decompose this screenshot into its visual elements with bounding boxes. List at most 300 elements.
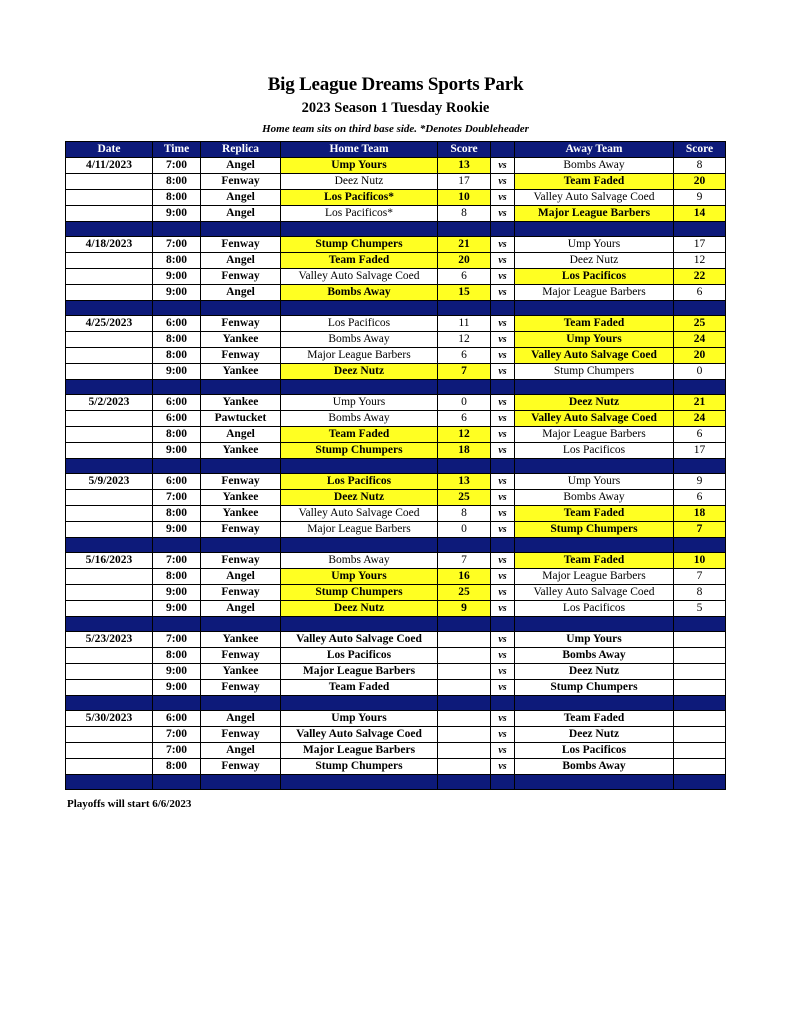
vs-label: vs <box>491 237 515 253</box>
game-replica: Yankee <box>201 443 281 459</box>
game-time: 9:00 <box>153 664 201 680</box>
game-time: 6:00 <box>153 316 201 332</box>
game-replica: Pawtucket <box>201 411 281 427</box>
away-score <box>674 648 726 664</box>
home-score: 20 <box>438 253 491 269</box>
home-team: Valley Auto Salvage Coed <box>281 632 438 648</box>
game-date: 4/18/2023 <box>66 237 153 253</box>
game-time: 6:00 <box>153 395 201 411</box>
week-separator <box>66 538 726 553</box>
separator-cell <box>201 775 281 790</box>
home-team: Ump Yours <box>281 158 438 174</box>
vs-label: vs <box>491 490 515 506</box>
game-date <box>66 206 153 222</box>
game-row <box>66 522 726 538</box>
away-score: 17 <box>674 237 726 253</box>
header-date: Date <box>66 142 153 158</box>
home-score: 11 <box>438 316 491 332</box>
separator-cell <box>201 459 281 474</box>
header-time: Time <box>153 142 201 158</box>
separator-cell <box>201 696 281 711</box>
separator-cell <box>201 301 281 316</box>
separator-cell <box>491 775 515 790</box>
away-team: Ump Yours <box>515 332 674 348</box>
week-separator <box>66 459 726 474</box>
game-replica: Yankee <box>201 506 281 522</box>
week-separator <box>66 696 726 711</box>
home-team: Bombs Away <box>281 285 438 301</box>
away-team: Team Faded <box>515 174 674 190</box>
week-separator <box>66 380 726 395</box>
game-row <box>66 237 726 253</box>
game-row <box>66 443 726 459</box>
separator-cell <box>281 459 438 474</box>
away-team: Deez Nutz <box>515 727 674 743</box>
game-date: 4/25/2023 <box>66 316 153 332</box>
separator-cell <box>281 775 438 790</box>
away-team: Ump Yours <box>515 237 674 253</box>
away-score: 0 <box>674 364 726 380</box>
week-separator <box>66 617 726 632</box>
vs-label: vs <box>491 269 515 285</box>
home-team: Bombs Away <box>281 553 438 569</box>
separator-cell <box>153 301 201 316</box>
away-score: 8 <box>674 585 726 601</box>
game-time: 7:00 <box>153 632 201 648</box>
separator-cell <box>491 459 515 474</box>
home-team: Stump Chumpers <box>281 237 438 253</box>
away-score: 10 <box>674 553 726 569</box>
game-date: 5/9/2023 <box>66 474 153 490</box>
game-date <box>66 569 153 585</box>
separator-cell <box>281 380 438 395</box>
separator-cell <box>491 301 515 316</box>
separator-cell <box>674 459 726 474</box>
game-date <box>66 506 153 522</box>
separator-cell <box>515 696 674 711</box>
away-score: 9 <box>674 190 726 206</box>
game-row <box>66 332 726 348</box>
separator-cell <box>66 617 153 632</box>
separator-cell <box>438 380 491 395</box>
header-away-team: Away Team <box>515 142 674 158</box>
home-score <box>438 743 491 759</box>
vs-label: vs <box>491 364 515 380</box>
header-row <box>66 142 726 158</box>
game-row <box>66 174 726 190</box>
game-date <box>66 427 153 443</box>
away-score: 24 <box>674 332 726 348</box>
game-date <box>66 285 153 301</box>
week-separator <box>66 775 726 790</box>
game-replica: Angel <box>201 206 281 222</box>
separator-cell <box>66 459 153 474</box>
game-date: 5/16/2023 <box>66 553 153 569</box>
game-row <box>66 395 726 411</box>
away-score <box>674 743 726 759</box>
separator-cell <box>438 301 491 316</box>
away-team: Los Pacificos <box>515 601 674 617</box>
game-date <box>66 253 153 269</box>
away-team: Major League Barbers <box>515 569 674 585</box>
away-score: 17 <box>674 443 726 459</box>
separator-cell <box>674 380 726 395</box>
separator-cell <box>491 222 515 237</box>
header-home-team: Home Team <box>281 142 438 158</box>
game-replica: Fenway <box>201 269 281 285</box>
home-team: Team Faded <box>281 427 438 443</box>
game-replica: Fenway <box>201 348 281 364</box>
away-score: 25 <box>674 316 726 332</box>
separator-cell <box>515 222 674 237</box>
away-score <box>674 759 726 775</box>
vs-label: vs <box>491 601 515 617</box>
home-team: Major League Barbers <box>281 522 438 538</box>
game-row <box>66 474 726 490</box>
header-vs <box>491 142 515 158</box>
schedule-note: Home team sits on third base side. *Denotes Doubleheader <box>262 123 529 135</box>
week-separator <box>66 301 726 316</box>
away-team: Stump Chumpers <box>515 680 674 696</box>
home-team: Bombs Away <box>281 332 438 348</box>
separator-cell <box>515 380 674 395</box>
vs-label: vs <box>491 743 515 759</box>
home-score: 9 <box>438 601 491 617</box>
game-date: 5/23/2023 <box>66 632 153 648</box>
away-score: 7 <box>674 522 726 538</box>
home-score: 8 <box>438 206 491 222</box>
schedule-body <box>66 158 726 790</box>
separator-cell <box>66 222 153 237</box>
home-team: Stump Chumpers <box>281 759 438 775</box>
separator-cell <box>491 696 515 711</box>
home-score: 6 <box>438 411 491 427</box>
home-team: Ump Yours <box>281 395 438 411</box>
separator-cell <box>281 696 438 711</box>
game-replica: Fenway <box>201 316 281 332</box>
game-replica: Angel <box>201 158 281 174</box>
separator-cell <box>438 775 491 790</box>
separator-cell <box>66 775 153 790</box>
away-score: 9 <box>674 474 726 490</box>
separator-cell <box>674 222 726 237</box>
game-time: 9:00 <box>153 601 201 617</box>
away-team: Bombs Away <box>515 158 674 174</box>
game-date <box>66 680 153 696</box>
header-replica: Replica <box>201 142 281 158</box>
game-time: 7:00 <box>153 743 201 759</box>
away-team: Los Pacificos <box>515 743 674 759</box>
separator-cell <box>153 380 201 395</box>
game-time: 9:00 <box>153 285 201 301</box>
game-replica: Angel <box>201 190 281 206</box>
vs-label: vs <box>491 711 515 727</box>
game-date <box>66 269 153 285</box>
away-team: Team Faded <box>515 316 674 332</box>
game-time: 6:00 <box>153 474 201 490</box>
home-team: Stump Chumpers <box>281 443 438 459</box>
game-row <box>66 206 726 222</box>
game-time: 6:00 <box>153 711 201 727</box>
game-row <box>66 727 726 743</box>
game-date <box>66 332 153 348</box>
separator-cell <box>153 459 201 474</box>
away-team: Major League Barbers <box>515 285 674 301</box>
game-row <box>66 348 726 364</box>
home-team: Los Pacificos <box>281 316 438 332</box>
game-row <box>66 759 726 775</box>
game-time: 9:00 <box>153 364 201 380</box>
home-team: Major League Barbers <box>281 348 438 364</box>
vs-label: vs <box>491 506 515 522</box>
vs-label: vs <box>491 395 515 411</box>
home-team: Team Faded <box>281 253 438 269</box>
away-team: Deez Nutz <box>515 253 674 269</box>
vs-label: vs <box>491 474 515 490</box>
away-team: Los Pacificos <box>515 443 674 459</box>
game-replica: Fenway <box>201 174 281 190</box>
game-row <box>66 680 726 696</box>
vs-label: vs <box>491 569 515 585</box>
away-team: Major League Barbers <box>515 206 674 222</box>
home-score: 7 <box>438 364 491 380</box>
game-replica: Fenway <box>201 680 281 696</box>
away-team: Bombs Away <box>515 759 674 775</box>
separator-cell <box>438 696 491 711</box>
game-date <box>66 490 153 506</box>
game-date <box>66 601 153 617</box>
game-time: 9:00 <box>153 443 201 459</box>
separator-cell <box>674 301 726 316</box>
game-replica: Fenway <box>201 474 281 490</box>
away-score <box>674 727 726 743</box>
home-score: 10 <box>438 190 491 206</box>
separator-cell <box>515 301 674 316</box>
home-score: 15 <box>438 285 491 301</box>
game-time: 8:00 <box>153 332 201 348</box>
game-date <box>66 585 153 601</box>
home-score: 0 <box>438 395 491 411</box>
game-time: 9:00 <box>153 585 201 601</box>
home-team: Deez Nutz <box>281 490 438 506</box>
home-team: Deez Nutz <box>281 364 438 380</box>
home-team: Ump Yours <box>281 569 438 585</box>
separator-cell <box>674 617 726 632</box>
home-team: Valley Auto Salvage Coed <box>281 506 438 522</box>
game-replica: Angel <box>201 743 281 759</box>
week-separator <box>66 222 726 237</box>
home-team: Stump Chumpers <box>281 585 438 601</box>
away-team: Deez Nutz <box>515 395 674 411</box>
game-replica: Fenway <box>201 648 281 664</box>
away-team: Stump Chumpers <box>515 364 674 380</box>
vs-label: vs <box>491 332 515 348</box>
vs-label: vs <box>491 174 515 190</box>
home-team: Team Faded <box>281 680 438 696</box>
game-row <box>66 585 726 601</box>
vs-label: vs <box>491 316 515 332</box>
vs-label: vs <box>491 443 515 459</box>
home-team: Ump Yours <box>281 711 438 727</box>
separator-cell <box>66 538 153 553</box>
vs-label: vs <box>491 253 515 269</box>
separator-cell <box>515 459 674 474</box>
home-team: Valley Auto Salvage Coed <box>281 269 438 285</box>
game-replica: Angel <box>201 569 281 585</box>
home-score: 12 <box>438 427 491 443</box>
away-team: Major League Barbers <box>515 427 674 443</box>
game-time: 9:00 <box>153 206 201 222</box>
home-team: Valley Auto Salvage Coed <box>281 727 438 743</box>
game-date: 5/2/2023 <box>66 395 153 411</box>
schedule-table <box>65 141 726 790</box>
separator-cell <box>153 696 201 711</box>
home-team: Bombs Away <box>281 411 438 427</box>
separator-cell <box>281 538 438 553</box>
away-team: Team Faded <box>515 553 674 569</box>
playoffs-note: Playoffs will start 6/6/2023 <box>67 798 192 810</box>
home-team: Los Pacificos <box>281 648 438 664</box>
game-time: 9:00 <box>153 269 201 285</box>
separator-cell <box>281 617 438 632</box>
vs-label: vs <box>491 553 515 569</box>
home-score: 25 <box>438 490 491 506</box>
home-team: Deez Nutz <box>281 601 438 617</box>
game-replica: Yankee <box>201 332 281 348</box>
separator-cell <box>674 775 726 790</box>
away-score: 7 <box>674 569 726 585</box>
game-time: 8:00 <box>153 759 201 775</box>
away-score: 6 <box>674 490 726 506</box>
game-date <box>66 727 153 743</box>
away-score: 6 <box>674 427 726 443</box>
home-score <box>438 727 491 743</box>
separator-cell <box>281 301 438 316</box>
game-row <box>66 553 726 569</box>
home-score: 0 <box>438 522 491 538</box>
separator-cell <box>153 222 201 237</box>
separator-cell <box>438 538 491 553</box>
away-score: 6 <box>674 285 726 301</box>
away-team: Team Faded <box>515 506 674 522</box>
vs-label: vs <box>491 648 515 664</box>
separator-cell <box>674 538 726 553</box>
away-team: Deez Nutz <box>515 664 674 680</box>
home-score: 6 <box>438 348 491 364</box>
away-score: 5 <box>674 601 726 617</box>
home-score <box>438 711 491 727</box>
home-score: 25 <box>438 585 491 601</box>
game-replica: Yankee <box>201 664 281 680</box>
vs-label: vs <box>491 585 515 601</box>
separator-cell <box>491 617 515 632</box>
home-team: Los Pacificos <box>281 474 438 490</box>
home-score <box>438 680 491 696</box>
separator-cell <box>153 538 201 553</box>
game-replica: Fenway <box>201 522 281 538</box>
game-row <box>66 601 726 617</box>
header-away-score: Score <box>674 142 726 158</box>
home-score: 8 <box>438 506 491 522</box>
page-title: Big League Dreams Sports Park <box>267 74 524 95</box>
game-row <box>66 158 726 174</box>
game-row <box>66 364 726 380</box>
game-replica: Yankee <box>201 490 281 506</box>
separator-cell <box>201 538 281 553</box>
game-replica: Angel <box>201 427 281 443</box>
separator-cell <box>66 301 153 316</box>
away-team: Valley Auto Salvage Coed <box>515 348 674 364</box>
away-score: 24 <box>674 411 726 427</box>
separator-cell <box>515 775 674 790</box>
game-date <box>66 648 153 664</box>
vs-label: vs <box>491 680 515 696</box>
separator-cell <box>66 696 153 711</box>
home-score: 12 <box>438 332 491 348</box>
away-score: 12 <box>674 253 726 269</box>
home-score: 7 <box>438 553 491 569</box>
separator-cell <box>438 222 491 237</box>
game-date <box>66 364 153 380</box>
away-team: Valley Auto Salvage Coed <box>515 411 674 427</box>
separator-cell <box>201 617 281 632</box>
game-replica: Fenway <box>201 759 281 775</box>
home-score <box>438 648 491 664</box>
home-score <box>438 759 491 775</box>
game-row <box>66 569 726 585</box>
vs-label: vs <box>491 664 515 680</box>
separator-cell <box>66 380 153 395</box>
separator-cell <box>201 222 281 237</box>
game-time: 8:00 <box>153 348 201 364</box>
game-date <box>66 348 153 364</box>
game-replica: Yankee <box>201 632 281 648</box>
game-row <box>66 285 726 301</box>
away-team: Bombs Away <box>515 648 674 664</box>
separator-cell <box>515 617 674 632</box>
game-row <box>66 743 726 759</box>
home-score: 13 <box>438 474 491 490</box>
separator-cell <box>491 380 515 395</box>
game-date: 5/30/2023 <box>66 711 153 727</box>
game-row <box>66 253 726 269</box>
game-time: 9:00 <box>153 522 201 538</box>
home-score: 17 <box>438 174 491 190</box>
game-time: 8:00 <box>153 648 201 664</box>
game-replica: Fenway <box>201 553 281 569</box>
game-row <box>66 190 726 206</box>
game-row <box>66 316 726 332</box>
game-replica: Angel <box>201 601 281 617</box>
home-score <box>438 632 491 648</box>
separator-cell <box>201 380 281 395</box>
separator-cell <box>491 538 515 553</box>
separator-cell <box>281 222 438 237</box>
vs-label: vs <box>491 427 515 443</box>
home-team: Major League Barbers <box>281 664 438 680</box>
game-date <box>66 411 153 427</box>
game-date <box>66 443 153 459</box>
game-date <box>66 743 153 759</box>
game-time: 8:00 <box>153 253 201 269</box>
away-team: Stump Chumpers <box>515 522 674 538</box>
game-date: 4/11/2023 <box>66 158 153 174</box>
game-time: 7:00 <box>153 237 201 253</box>
game-replica: Yankee <box>201 364 281 380</box>
game-time: 8:00 <box>153 506 201 522</box>
home-team: Deez Nutz <box>281 174 438 190</box>
game-time: 8:00 <box>153 427 201 443</box>
